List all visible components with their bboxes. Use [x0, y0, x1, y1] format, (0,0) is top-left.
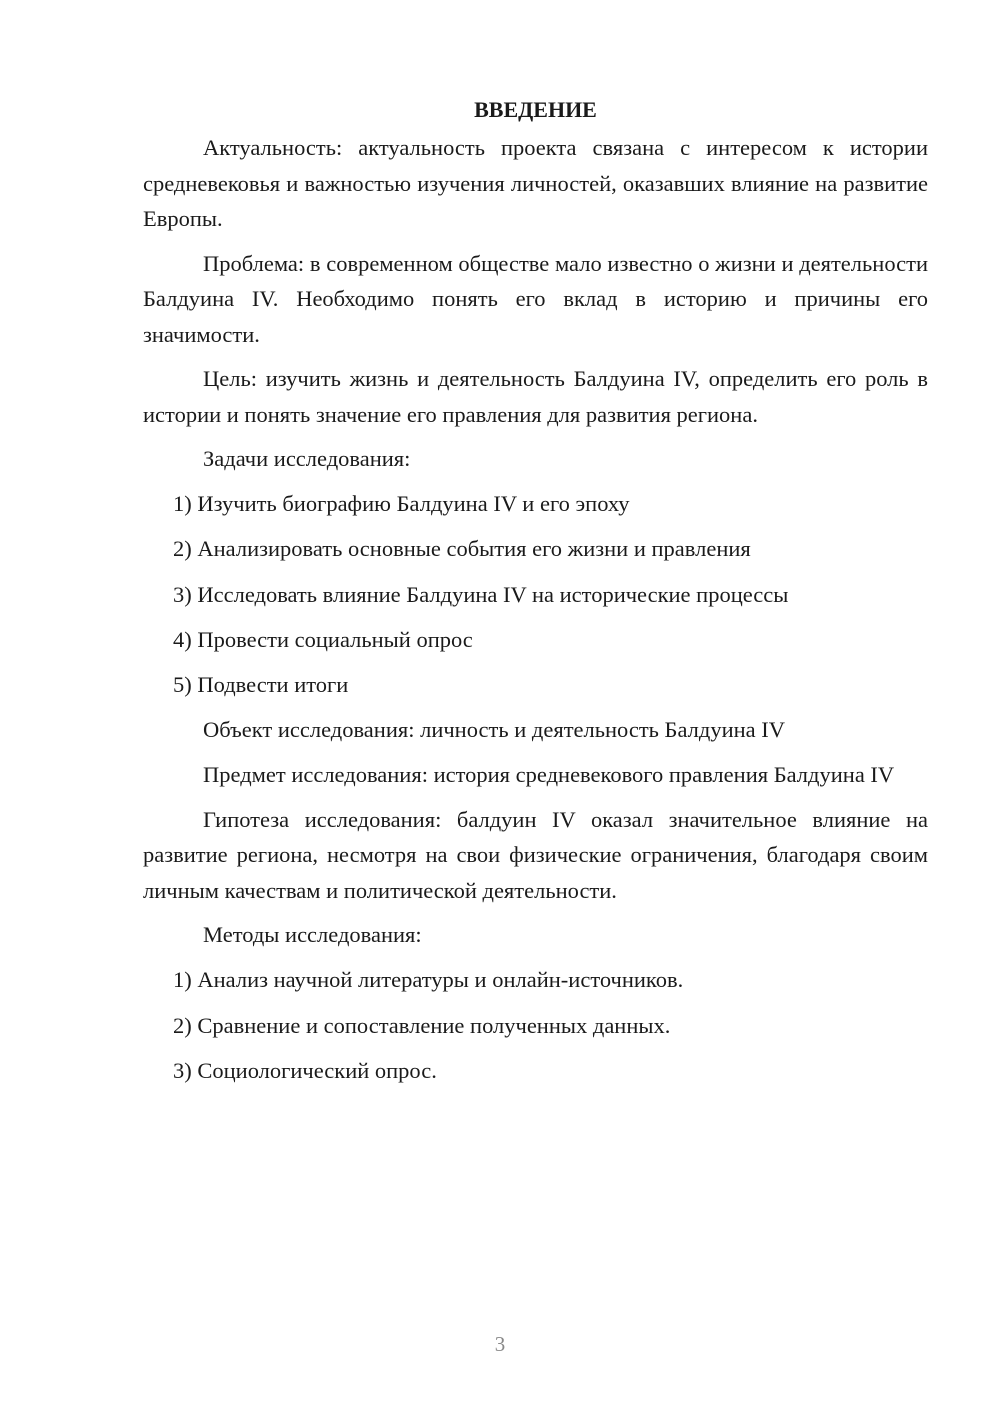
hypothesis-paragraph: Гипотеза исследования: балдуин IV оказал значительное влияние на развитие региона, несмотря на свои физические ограничения, благодаря своим личным качествам и политической деятельности. [143, 806, 928, 903]
methods-heading: Методы исследования: [203, 922, 422, 948]
goal-paragraph: Цель: изучить жизнь и деятельность Балдуина IV, определить его роль в истории и понять значение его правления для развития региона. [143, 366, 928, 427]
object-line: Объект исследования: личность и деятельность Балдуина IV [203, 717, 786, 743]
list-item: 2) Сравнение и сопоставление полученных данных. [173, 1012, 671, 1038]
page-number: 3 [494, 1332, 506, 1356]
problem-paragraph: Проблема: в современном обществе мало известно о жизни и деятельности Балдуина IV. Необходимо понять его вклад в историю и причины его значимости. [143, 250, 928, 347]
page-content [143, 93, 928, 1098]
subject-paragraph: Предмет исследования: история средневекового правления Балдуина IV [203, 762, 895, 788]
list-item: 1) Анализ научной литературы и онлайн-источников. [173, 967, 684, 993]
list-item: 3) Исследовать влияние Балдуина IV на исторические процессы [173, 581, 789, 607]
list-item: 1) Изучить биографию Балдуина IV и его эпоху [173, 491, 630, 516]
list-item: 3) Социологический опрос. [173, 1058, 437, 1084]
tasks-heading: Задачи исследования: [203, 446, 411, 471]
list-item: 4) Провести социальный опрос [173, 626, 473, 652]
list-item: 2) Анализировать основные события его жизни и правления [173, 536, 751, 562]
relevance-paragraph: Актуальность: актуальность проекта связана с интересом к истории средневековья и важностью изучения личностей, оказавших влияние на развитие Европы. [143, 135, 928, 231]
section-title: ВВЕДЕНИЕ [474, 97, 597, 122]
tasks-list [143, 486, 928, 703]
methods-list [143, 962, 928, 1088]
list-item: 5) Подвести итоги [173, 672, 349, 698]
